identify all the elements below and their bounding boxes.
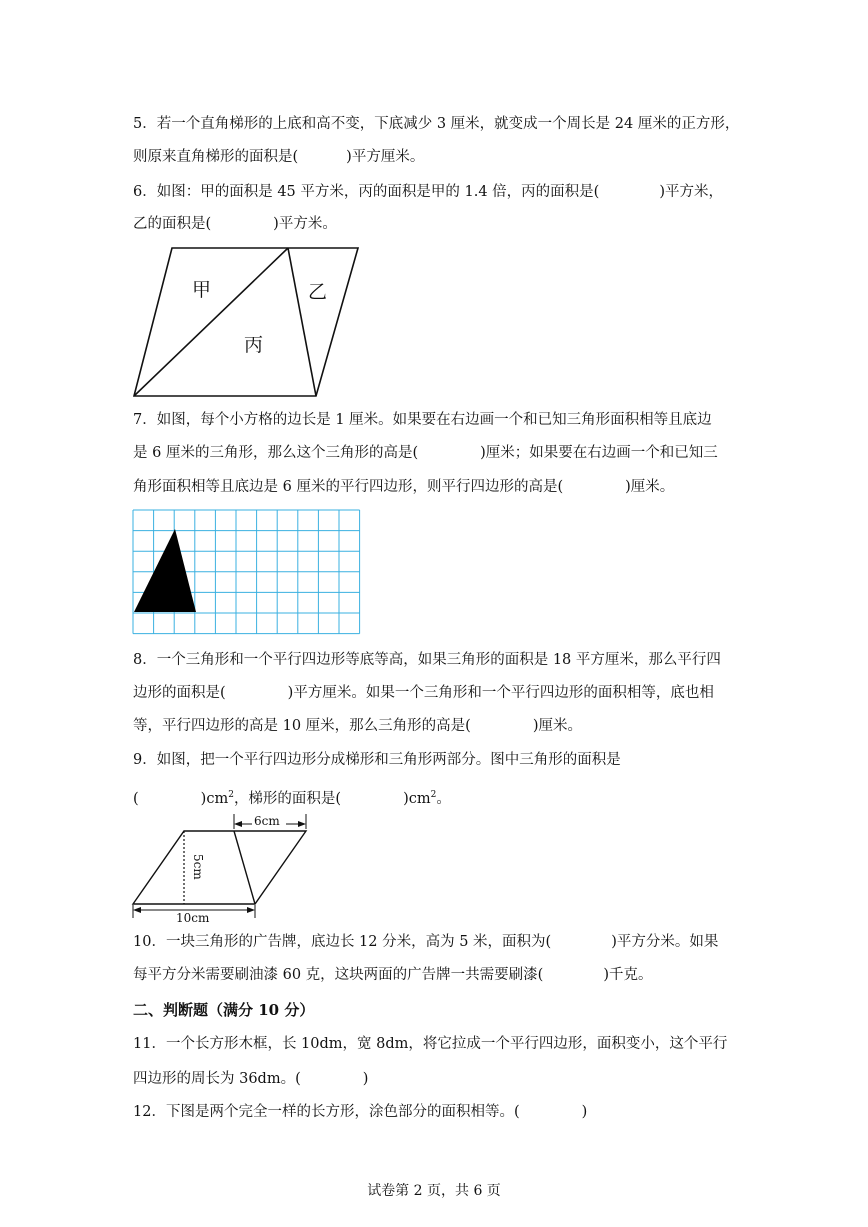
q12-text-a: 12．下图是两个完全一样的长方形，涂色部分的面积相等。( (133, 1104, 520, 1120)
q5-text-b: )平方厘米。 (346, 149, 425, 165)
label-yi: 乙 (308, 281, 328, 303)
q11-text-a: 四边形的周长为 36dm。( (133, 1071, 301, 1087)
q7-line3 (133, 477, 674, 497)
page-footer: 试卷第 2 页，共 6 页 (367, 1183, 501, 1199)
q7-text-b: )厘米；如果要在右边画一个和已知三 (480, 445, 718, 461)
q9-line1: 9．如图，把一个平行四边形分成梯形和三角形两部分。图中三角形的面积是 (133, 752, 621, 768)
label-6cm: 6cm (254, 814, 280, 828)
q5-text-a: 则原来直角梯形的面积是( (133, 149, 299, 165)
q5-line2 (133, 147, 424, 167)
q8-text-c: 等，平行四边形的高是 10 厘米，那么三角形的高是( (133, 718, 471, 734)
q7-line2 (133, 443, 718, 463)
q7-line1: 7．如图，每个小方格的边长是 1 厘米。如果要在右边画一个和已知三角形面积相等且底边 (133, 412, 712, 428)
q10-text-a: 10．一块三角形的广告牌，底边长 12 分米，高为 5 米，面积为( (133, 934, 552, 950)
label-10cm: 10cm (176, 911, 210, 925)
q11-text-b: ) (362, 1071, 369, 1087)
q9-line2 (133, 785, 451, 809)
q9-text-a: ( (133, 790, 139, 807)
label-5cm: 5cm (191, 854, 205, 880)
q10-line2 (133, 965, 653, 985)
q7-text-c: 角形面积相等且底边是 6 厘米的平行四边形，则平行四边形的高是( (133, 479, 564, 495)
q10-text-c: 每平方分米需要刷油漆 60 克，这块两面的广告牌一共需要刷漆( (133, 967, 544, 983)
q7-text-a: 是 6 厘米的三角形，那么这个三角形的高是( (133, 445, 419, 461)
q12-text-b: ) (581, 1104, 588, 1120)
q8-line3 (133, 716, 582, 736)
q9-parallelogram-figure (128, 810, 318, 925)
q6-text-a: 6．如图：甲的面积是 45 平方米，丙的面积是甲的 1.4 倍，丙的面积是( (133, 184, 600, 200)
q12-line1 (133, 1102, 587, 1122)
q8-line1: 8．一个三角形和一个平行四边形等底等高，如果三角形的面积是 18 平方厘米，那么平行四 (133, 652, 721, 668)
q7-text-d: )厘米。 (625, 479, 675, 495)
black-triangle (134, 529, 196, 612)
q6-line1 (133, 182, 723, 202)
q6-parallelogram-figure (130, 244, 366, 400)
q10-text-b: )平方分米。如果 (611, 934, 719, 950)
q9-sup-1: 2 (228, 790, 234, 800)
q6-text-d: )平方米。 (273, 216, 337, 232)
q10-text-d: )千克。 (603, 967, 653, 983)
label-jia: 甲 (192, 279, 212, 301)
q7-grid-figure (132, 509, 362, 635)
section-title: 二、判断题（满分 10 分） (133, 1001, 315, 1019)
q6-text-b: )平方米， (659, 184, 723, 200)
q6-text-c: 乙的面积是( (133, 216, 212, 232)
label-bing: 丙 (244, 334, 264, 356)
q11-line2 (133, 1069, 368, 1089)
q5-line1: 5．若一个直角梯形的上底和高不变，下底减少 3 厘米，就变成一个周长是 24 厘米的正方形， (133, 116, 740, 132)
q9-sup-2: 2 (430, 790, 437, 800)
q9-text-d: )cm (403, 790, 431, 807)
q11-line1: 11．一个长方形木框，长 10dm，宽 8dm，将它拉成一个平行四边形，面积变小，这个平行 (133, 1036, 728, 1052)
q10-line1 (133, 932, 718, 952)
q8-text-a: 边形的面积是( (133, 685, 226, 701)
q9-text-c: ，梯形的面积是( (233, 790, 342, 807)
q9-text-b: )cm (200, 790, 229, 807)
q9-text-e: 。 (436, 790, 451, 807)
q8-text-b: )平方厘米。如果一个三角形和一个平行四边形的面积相等，底也相 (287, 685, 714, 701)
q8-text-d: )厘米。 (532, 718, 582, 734)
q6-line2 (133, 214, 337, 234)
q8-line2 (133, 683, 714, 703)
